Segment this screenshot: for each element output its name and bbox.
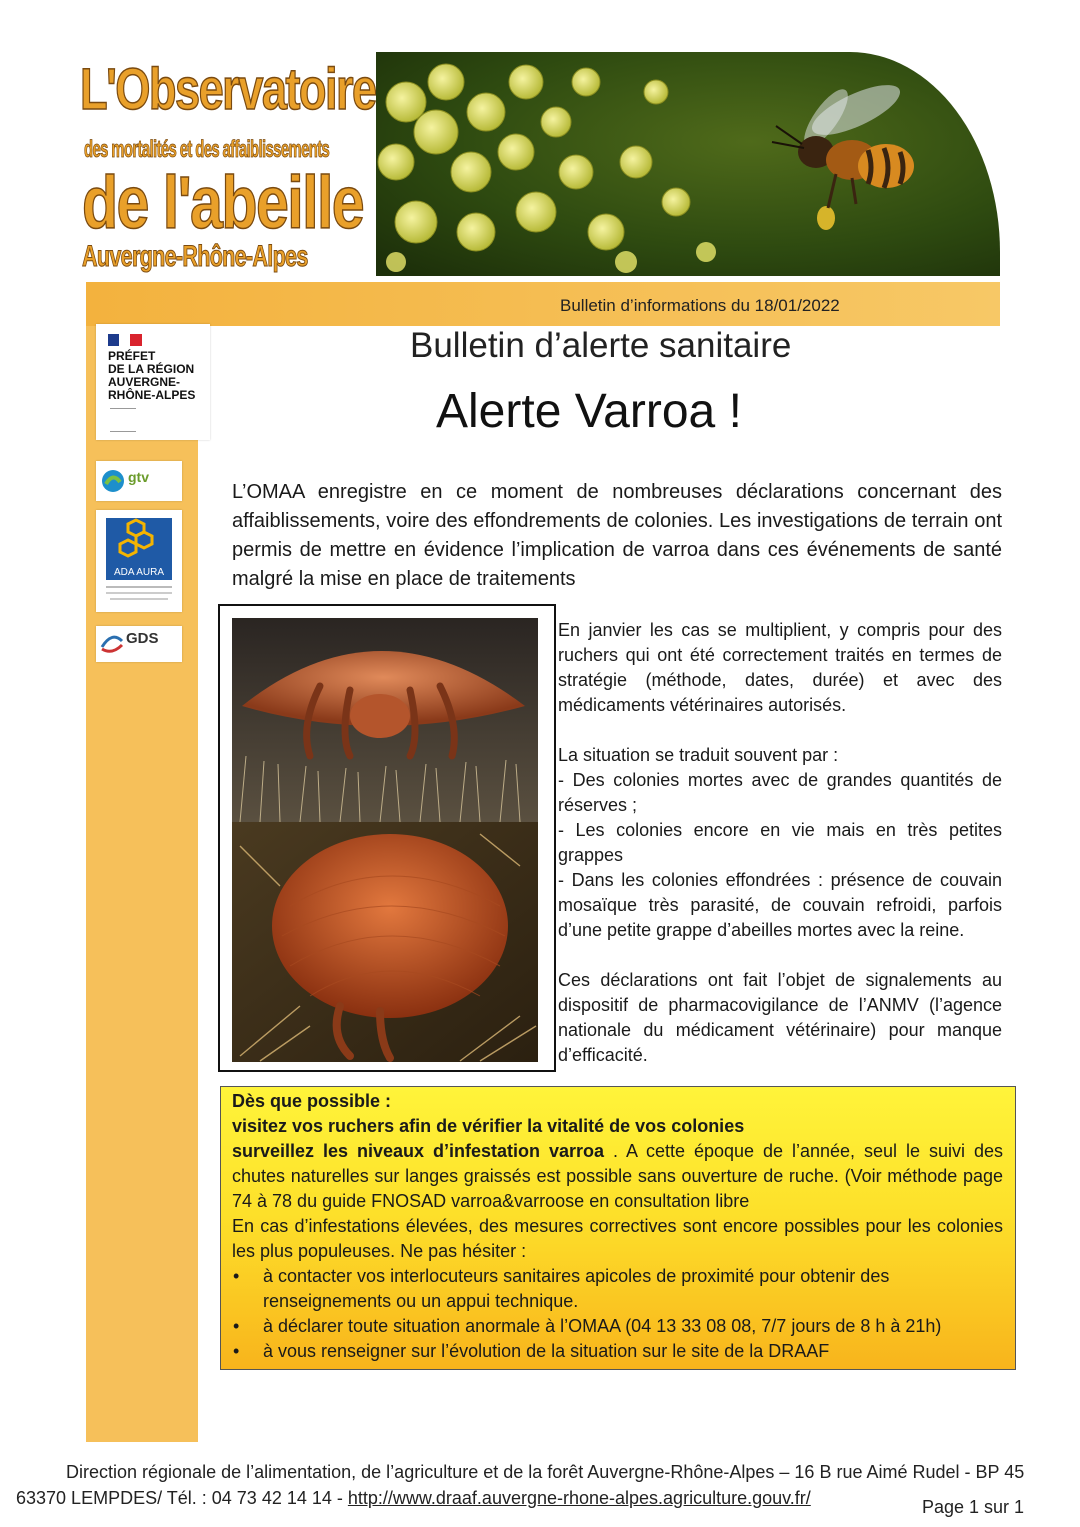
callout-heading: Dès que possible : (232, 1091, 392, 1111)
title-line-4: Auvergne-Rhône-Alpes (82, 240, 308, 273)
callout-corrective-paragraph: En cas d’infestations élevées, des mesures correctives sont encore possibles pour les colonies les plus populeuses. Ne pas hésiter : (232, 1216, 1003, 1261)
draaf-website-link[interactable]: http://www.draaf.auvergne-rhone-alpes.agriculture.gouv.fr/ (347, 1488, 811, 1508)
prefet-line-4: RHÔNE-ALPES (108, 388, 196, 402)
title-line-3: de l'abeille (82, 161, 364, 244)
title-line-1: L'Observatoire (80, 57, 376, 122)
bee-flower-photo (376, 52, 1000, 276)
prefet-logo (96, 324, 210, 440)
ada-aura-logo (96, 510, 182, 612)
callout-bullet-list (232, 1264, 1003, 1364)
gds-arrow-icon (100, 633, 124, 653)
alert-subtitle: Bulletin d’alerte sanitaire (410, 326, 792, 365)
list-item: • à contacter vos interlocuteurs sanitaires apicoles de proximité pour obtenir des renseignements ou un appui technique. (233, 1266, 890, 1311)
callout-monitor-bold: surveillez les niveaux d’infestation varroa (232, 1141, 605, 1161)
situation-item: - Des colonies mortes avec de grandes quantités de réserves ; (558, 770, 1002, 815)
varroa-mite-photos (218, 604, 556, 1072)
french-flag-icon (108, 334, 142, 346)
prefet-motto (110, 408, 136, 432)
situation-item: - Dans les colonies effondrées : présence de couvain mosaïque très parasité, de couvain refroidi, parfois d’une petite grappe d’abeilles mortes avec la reine. (558, 870, 1002, 940)
situation-intro: La situation se traduit souvent par : (558, 745, 839, 765)
gds-label: GDS (126, 630, 159, 647)
pharmacovigilance-paragraph: Ces déclarations ont fait l’objet de signalements au dispositif de pharmacovigilance de l’ANMV (l’agence nationale du médicament vétérinaire) pour manque d’efficacité. (558, 970, 1002, 1065)
observatoire-title-logo (78, 56, 376, 278)
prefet-line-1: PRÉFET (108, 349, 156, 363)
alert-title: Alerte Varroa ! (436, 385, 742, 438)
callout-monitor-text: . A cette époque de l’année, seul le suivi des chutes naturelles sur langes graissés est possible sans ouverture de ruche. (Voir méthode page 74 à 78 du guide FNOSAD varroa&varroose en consultation libre (232, 1141, 1003, 1211)
prefet-line-2: DE LA RÉGION (108, 362, 195, 376)
gtv-swirl-icon (100, 468, 126, 494)
footer-phone: 63370 LEMPDES/ Tél. : 04 73 42 14 14 - (16, 1488, 348, 1508)
ada-label: ADA AURA (113, 567, 165, 578)
situation-item: - Les colonies encore en vie mais en très petites grappes (558, 820, 1002, 865)
list-item: • à déclarer toute situation anormale à l’OMAA (04 13 33 08 08, 7/7 jours de 8 h à 21h) (232, 1314, 1003, 1339)
action-callout-box (220, 1086, 1016, 1370)
intro-paragraph: L’OMAA enregistre en ce moment de nombreuses déclarations concernant des affaiblissements, voire des effondrements de colonies. Les investigations de terrain ont permis de mettre en évidence l’implication de varroa dans ces événements de santé malgré la mise en place de traitements (232, 481, 1002, 590)
right-column-text (558, 618, 1002, 1068)
gtv-logo (96, 461, 182, 501)
list-item: • à vous renseigner sur l’évolution de la situation sur le site de la DRAAF (232, 1339, 1003, 1364)
ada-emblem (106, 518, 172, 580)
bulletin-date: Bulletin d’informations du 18/01/2022 (560, 296, 840, 315)
cases-paragraph: En janvier les cas se multiplient, y compris pour des ruchers qui ont été correctement traités en termes de stratégie (méthode, dates, durée) et avec des médicaments vétérinaires autorisés. (558, 620, 1002, 715)
bullet-icon: • (233, 1316, 240, 1336)
footer-contact (16, 1488, 811, 1509)
header-orange-band (86, 282, 1000, 326)
rounded-corner (198, 326, 368, 496)
title-line-2: des mortalités et des affaiblissements (84, 136, 330, 163)
gtv-label: gtv (128, 469, 149, 485)
bullet-icon: • (233, 1341, 240, 1361)
callout-visit-line: visitez vos ruchers afin de vérifier la vitalité de vos colonies (232, 1116, 745, 1136)
bullet-icon: • (233, 1266, 240, 1286)
left-orange-column (86, 282, 198, 1442)
prefet-line-3: AUVERGNE- (108, 375, 181, 389)
footer-address: Direction régionale de l’alimentation, de l’agriculture et de la forêt Auvergne-Rhône-Alpes – 16 B rue Aimé Rudel - BP 45 (66, 1462, 1025, 1482)
page-number: Page 1 sur 1 (922, 1497, 1025, 1517)
gds-logo (96, 626, 182, 662)
callout-monitor-paragraph (232, 1139, 1003, 1214)
